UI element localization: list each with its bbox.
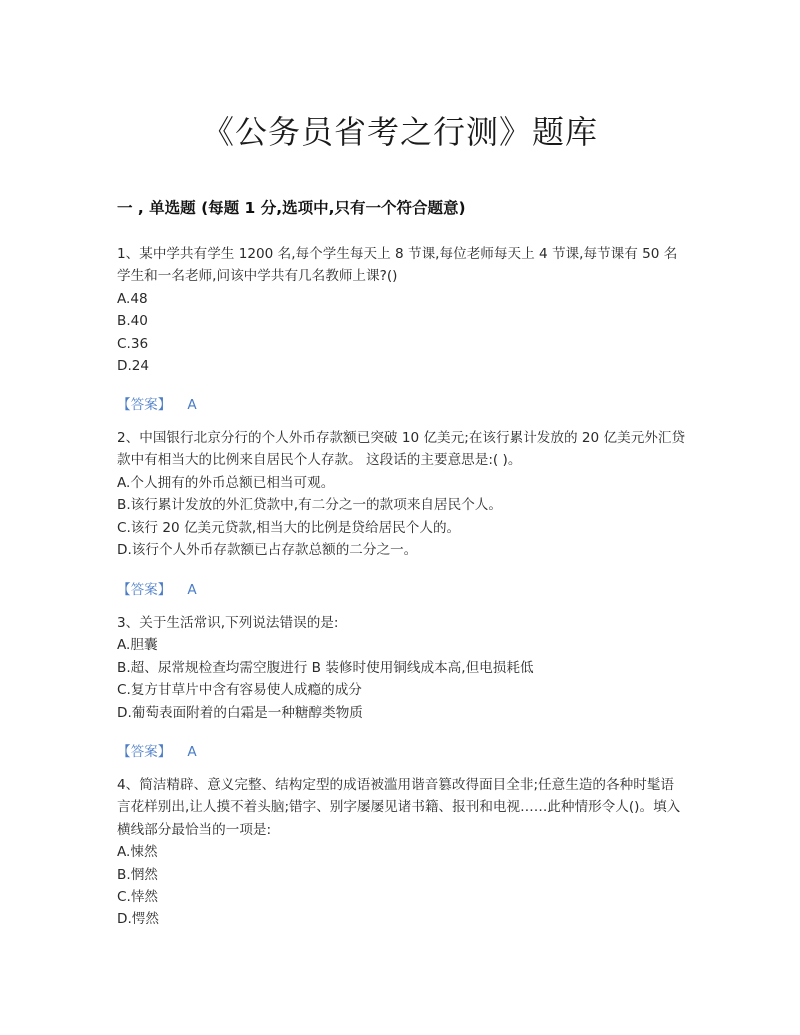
answer-1: [117, 393, 197, 413]
question-1: [117, 243, 687, 377]
answer-value: A: [187, 397, 197, 413]
option-d: D.该行个人外币存款额已占存款总额的二分之一。: [117, 542, 418, 559]
answer-3: [117, 740, 197, 760]
answer-value: A: [187, 744, 197, 760]
answer-value: A: [187, 582, 197, 598]
answer-label: 【答案】: [117, 744, 172, 760]
option-c: C.悻然: [117, 889, 159, 906]
question-stem: 2、中国银行北京分行的个人外币存款额已突破 10 亿美元;在该行累计发放的 20 亿美元外汇贷款中有相当大的比例来自居民个人存款。 这段话的主要意思是:( )。: [117, 430, 686, 469]
option-a: A.个人拥有的外币总额已相当可观。: [117, 474, 335, 491]
option-b: B.惘然: [117, 866, 158, 883]
option-b: B.超、尿常规检查均需空腹进行 B 装修时使用铜线成本高,但电损耗低: [117, 659, 534, 676]
option-a: A.胆囊: [117, 637, 158, 654]
option-a: A.悚然: [117, 844, 158, 861]
answer-label: 【答案】: [117, 582, 172, 598]
question-stem: 4、简洁精辟、意义完整、结构定型的成语被滥用谐音篡改得面目全非;任意生造的各种时髦语言花样别出,让人摸不着头脑;错字、别字屡屡见诸书籍、报刊和电视……此种情形令人()。填入横线部分最恰当的一项是:: [117, 777, 681, 838]
option-d: D.葡萄表面附着的白霜是一种糖醇类物质: [117, 704, 363, 721]
option-c: C.复方甘草片中含有容易使人成瘾的成分: [117, 682, 362, 699]
option-a: A.48: [117, 290, 148, 307]
option-b: B.40: [117, 313, 148, 330]
option-d: D.24: [117, 358, 150, 375]
question-stem: 3、关于生活常识,下列说法错误的是:: [117, 615, 339, 631]
document-title: 《公务员省考之行测》题库: [201, 113, 598, 151]
option-c: C.36: [117, 335, 149, 352]
question-3: [117, 612, 687, 724]
question-2: [117, 427, 687, 561]
section-heading: 一 , 单选题 (每题 1 分,选项中,只有一个符合题意): [117, 199, 466, 217]
question-stem: 1、某中学共有学生 1200 名,每个学生每天上 8 节课,每位老师每天上 4 节课,每节课有 50 名学生和一名老师,问该中学共有几名教师上课?(): [117, 246, 678, 285]
answer-2: [117, 578, 197, 598]
option-b: B.该行累计发放的外汇贷款中,有二分之一的款项来自居民个人。: [117, 497, 502, 514]
answer-label: 【答案】: [117, 397, 172, 413]
question-4: [117, 774, 687, 931]
option-c: C.该行 20 亿美元贷款,相当大的比例是贷给居民个人的。: [117, 519, 461, 536]
option-d: D.愕然: [117, 911, 159, 928]
